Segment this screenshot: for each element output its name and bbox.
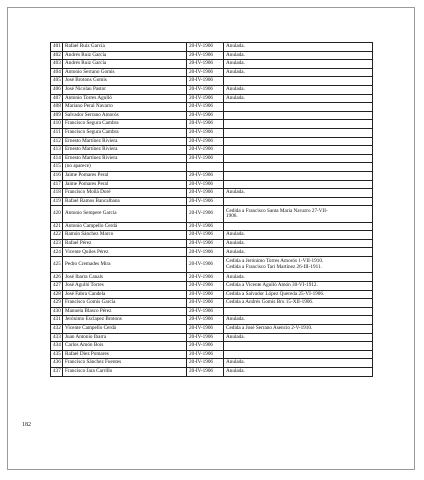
table-row [51, 359, 373, 368]
note-line: Cedida a Francisco Tari Martínez 26-III-1911. [226, 263, 322, 270]
table-row [51, 146, 373, 155]
date-cell: 20-IV-1906 [187, 333, 224, 342]
notes-cell [224, 146, 373, 155]
register-table [50, 42, 373, 377]
date-cell: 20-IV-1906 [187, 257, 224, 273]
note-line: Anulada. [226, 316, 245, 323]
date-cell: 20-IV-1906 [187, 60, 224, 69]
entry-number-cell: 402 [51, 51, 63, 60]
notes-cell [224, 77, 373, 86]
table-row [51, 290, 373, 299]
entry-number-cell: 428 [51, 290, 63, 299]
notes-cell [224, 128, 373, 137]
page-number: 182 [22, 422, 31, 428]
table-row [51, 77, 373, 86]
table-row [51, 316, 373, 325]
entry-number-cell: 404 [51, 68, 63, 77]
entry-number-cell: 418 [51, 189, 63, 198]
table-row [51, 299, 373, 308]
date-cell: 20-IV-1906 [187, 248, 224, 257]
entry-number-cell: 403 [51, 60, 63, 69]
notes-cell [224, 94, 373, 103]
date-cell: 20-IV-1906 [187, 103, 224, 112]
notes-cell [224, 51, 373, 60]
holder-name-cell: Jaime Pomares Peral [63, 180, 187, 189]
notes-cell [224, 342, 373, 351]
holder-name-cell: Vicente Campello Cerdá [63, 325, 187, 334]
date-cell: 20-IV-1906 [187, 325, 224, 334]
table-row [51, 333, 373, 342]
entry-number-cell: 424 [51, 248, 63, 257]
date-cell: 20-IV-1906 [187, 239, 224, 248]
notes-cell [224, 206, 373, 222]
holder-name-cell: José Agulló Torres [63, 282, 187, 291]
notes-cell [224, 103, 373, 112]
notes-cell [224, 189, 373, 198]
entry-number-cell: 431 [51, 316, 63, 325]
date-cell: 20-IV-1906 [187, 367, 224, 376]
entry-number-cell: 426 [51, 273, 63, 282]
date-cell: 20-IV-1906 [187, 350, 224, 359]
date-cell: 20-IV-1906 [187, 94, 224, 103]
notes-cell [224, 68, 373, 77]
holder-name-cell: Ernesto Martínez Riviera [63, 146, 187, 155]
table-row [51, 163, 373, 172]
table-row [51, 231, 373, 240]
holder-name-cell: José Ibarra Canals [63, 273, 187, 282]
holder-name-cell: Jerónimo Esclapez Brotons [63, 316, 187, 325]
entry-number-cell: 408 [51, 103, 63, 112]
entry-number-cell: 421 [51, 222, 63, 231]
entry-number-cell: 436 [51, 359, 63, 368]
notes-cell [224, 282, 373, 291]
note-line: Anulada. [226, 189, 245, 196]
date-cell: 20-IV-1906 [187, 85, 224, 94]
entry-number-cell: 430 [51, 307, 63, 316]
table-row [51, 60, 373, 69]
holder-name-cell: José Brotons Gomis [63, 77, 187, 86]
holder-name-cell: Ernesto Martínez Riviera [63, 154, 187, 163]
holder-name-cell: Vicente Quiles Pérez [63, 248, 187, 257]
date-cell: 20-IV-1906 [187, 206, 224, 222]
note-line: Anulada. [226, 359, 245, 366]
holder-name-cell: Francisco Mollá Doré [63, 189, 187, 198]
entry-number-cell: 407 [51, 94, 63, 103]
date-cell: 20-IV-1906 [187, 189, 224, 198]
holder-name-cell: Jaime Pomares Peral [63, 171, 187, 180]
notes-cell [224, 299, 373, 308]
holder-name-cell: Mariano Peral Navarro [63, 103, 187, 112]
table-row [51, 307, 373, 316]
holder-name-cell: Antonio Sempere García [63, 206, 187, 222]
notes-cell [224, 137, 373, 146]
date-cell: 20-IV-1906 [187, 316, 224, 325]
date-cell: 20-IV-1906 [187, 146, 224, 155]
entry-number-cell: 417 [51, 180, 63, 189]
entry-number-cell: 432 [51, 325, 63, 334]
notes-cell [224, 273, 373, 282]
holder-name-cell: Manuela Blasco Pérez [63, 307, 187, 316]
note-line: Cedida a Jerónimo Torres Amorós 1-VII-1910. [226, 258, 324, 265]
notes-cell [224, 43, 373, 52]
entry-number-cell: 427 [51, 282, 63, 291]
holder-name-cell: Andrés Ruiz García [63, 51, 187, 60]
note-line: Anulada. [226, 239, 245, 246]
notes-cell [224, 171, 373, 180]
date-cell: 20-IV-1906 [187, 307, 224, 316]
note-line: Anulada. [226, 94, 245, 101]
date-cell: 20-IV-1906 [187, 120, 224, 129]
holder-name-cell: Francisco Gomis García [63, 299, 187, 308]
date-cell: 20-IV-1906 [187, 282, 224, 291]
table-row [51, 128, 373, 137]
notes-cell [224, 248, 373, 257]
note-line: Anulada. [226, 333, 245, 340]
table-row [51, 282, 373, 291]
holder-name-cell: (no aparece) [63, 163, 187, 172]
entry-number-cell: 419 [51, 197, 63, 206]
holder-name-cell: José Fabra Candela [63, 290, 187, 299]
notes-cell [224, 350, 373, 359]
holder-name-cell: Francisco Segura Cambra [63, 128, 187, 137]
table-row [51, 206, 373, 222]
date-cell: 20-IV-1906 [187, 342, 224, 351]
date-cell: 20-IV-1906 [187, 77, 224, 86]
entry-number-cell: 422 [51, 231, 63, 240]
table-row [51, 137, 373, 146]
notes-cell [224, 333, 373, 342]
date-cell: 20-IV-1906 [187, 299, 224, 308]
table-row [51, 273, 373, 282]
notes-cell [224, 316, 373, 325]
notes-cell [224, 239, 373, 248]
notes-cell [224, 257, 373, 273]
table-row [51, 154, 373, 163]
notes-cell [224, 163, 373, 172]
table-row [51, 239, 373, 248]
entry-number-cell: 437 [51, 367, 63, 376]
table-row [51, 248, 373, 257]
holder-name-cell: Rafael Ramos Bancalbana [63, 197, 187, 206]
entry-number-cell: 405 [51, 77, 63, 86]
date-cell: 20-IV-1906 [187, 359, 224, 368]
entry-number-cell: 413 [51, 146, 63, 155]
holder-name-cell: Francisco Sánchez Fuentes [63, 359, 187, 368]
notes-cell [224, 325, 373, 334]
holder-name-cell: Ramón Sánchez Marco [63, 231, 187, 240]
table-row [51, 257, 373, 273]
holder-name-cell: Antonio Campello Cerdá [63, 222, 187, 231]
date-cell: 20-IV-1906 [187, 290, 224, 299]
note-line: Anulada. [226, 68, 245, 75]
note-line: Anulada. [226, 273, 245, 280]
entry-number-cell: 409 [51, 111, 63, 120]
holder-name-cell: Rafael Pérez [63, 239, 187, 248]
table-row [51, 68, 373, 77]
date-cell [187, 163, 224, 172]
notes-cell [224, 120, 373, 129]
holder-name-cell: Pedro Cremades Mira [63, 257, 187, 273]
entry-number-cell: 434 [51, 342, 63, 351]
table-row [51, 51, 373, 60]
date-cell: 20-IV-1906 [187, 273, 224, 282]
date-cell: 20-IV-1906 [187, 154, 224, 163]
date-cell: 20-IV-1906 [187, 171, 224, 180]
table-row [51, 350, 373, 359]
notes-cell [224, 359, 373, 368]
notes-cell [224, 290, 373, 299]
note-line: Cedida a Andrés Gomis Bru 15-XII-1906. [226, 299, 314, 306]
notes-cell [224, 231, 373, 240]
table-row [51, 103, 373, 112]
notes-cell [224, 111, 373, 120]
table-row [51, 111, 373, 120]
holder-name-cell: Ernesto Martínez Riviera [63, 137, 187, 146]
note-line: Anulada. [226, 51, 245, 58]
notes-cell [224, 85, 373, 94]
table-row [51, 120, 373, 129]
entry-number-cell: 410 [51, 120, 63, 129]
entry-number-cell: 433 [51, 333, 63, 342]
entry-number-cell: 414 [51, 154, 63, 163]
holder-name-cell: Rafael Díez Pomares [63, 350, 187, 359]
table-row [51, 189, 373, 198]
table-row [51, 85, 373, 94]
note-line: Anulada. [226, 43, 245, 50]
holder-name-cell: Carlos Amón Bois [63, 342, 187, 351]
date-cell: 20-IV-1906 [187, 128, 224, 137]
table-row [51, 342, 373, 351]
note-line: Anulada. [226, 60, 245, 67]
table-row [51, 43, 373, 52]
date-cell: 20-IV-1906 [187, 68, 224, 77]
date-cell: 20-IV-1906 [187, 180, 224, 189]
table-row [51, 94, 373, 103]
date-cell: 20-IV-1906 [187, 51, 224, 60]
note-line: Anulada. [226, 86, 245, 93]
entry-number-cell: 435 [51, 350, 63, 359]
entry-number-cell: 420 [51, 206, 63, 222]
date-cell: 20-IV-1906 [187, 111, 224, 120]
table-row [51, 367, 373, 376]
register-body [51, 43, 373, 377]
notes-cell [224, 180, 373, 189]
entry-number-cell: 406 [51, 85, 63, 94]
date-cell: 20-IV-1906 [187, 197, 224, 206]
entry-number-cell: 415 [51, 163, 63, 172]
note-line: Anulada. [226, 368, 245, 375]
entry-number-cell: 416 [51, 171, 63, 180]
date-cell: 20-IV-1906 [187, 222, 224, 231]
holder-name-cell: Francisco Segura Cambra [63, 120, 187, 129]
table-row [51, 222, 373, 231]
notes-cell [224, 197, 373, 206]
notes-cell [224, 154, 373, 163]
table-row [51, 325, 373, 334]
notes-cell [224, 307, 373, 316]
note-line: Cedida a José Serrano Asencio 2-V-1910. [226, 325, 313, 332]
entry-number-cell: 401 [51, 43, 63, 52]
entry-number-cell: 411 [51, 128, 63, 137]
notes-cell [224, 367, 373, 376]
date-cell: 20-IV-1906 [187, 43, 224, 52]
note-line: Cedida a Francisco Santa María Navarro 27-VII- [226, 207, 328, 214]
entry-number-cell: 423 [51, 239, 63, 248]
date-cell: 20-IV-1906 [187, 231, 224, 240]
holder-name-cell: Antonio Torres Agulló [63, 94, 187, 103]
holder-name-cell: Salvador Serrano Amorós [63, 111, 187, 120]
entry-number-cell: 412 [51, 137, 63, 146]
entry-number-cell: 429 [51, 299, 63, 308]
holder-name-cell: José Nicolau Pastor [63, 85, 187, 94]
notes-cell [224, 222, 373, 231]
note-line: Anulada. [226, 231, 245, 238]
holder-name-cell: Andrés Ruiz García [63, 60, 187, 69]
note-line: 1906. [226, 212, 238, 219]
note-line: Cedida a Vicente Agulló Amón 30-VI-1912. [226, 282, 318, 289]
notes-cell [224, 60, 373, 69]
date-cell: 20-IV-1906 [187, 137, 224, 146]
note-line: Anulada. [226, 248, 245, 255]
table-row [51, 171, 373, 180]
holder-name-cell: Antonio Serrano Gomis [63, 68, 187, 77]
table-row [51, 197, 373, 206]
holder-name-cell: Rafael Ruiz García [63, 43, 187, 52]
entry-number-cell: 425 [51, 257, 63, 273]
table-row [51, 180, 373, 189]
note-line: Cedida a Salvador López Quereda 25-VI-1906. [226, 290, 325, 297]
holder-name-cell: Juan Antonio Ibarra [63, 333, 187, 342]
holder-name-cell: Francisco Jara Carrillo [63, 367, 187, 376]
